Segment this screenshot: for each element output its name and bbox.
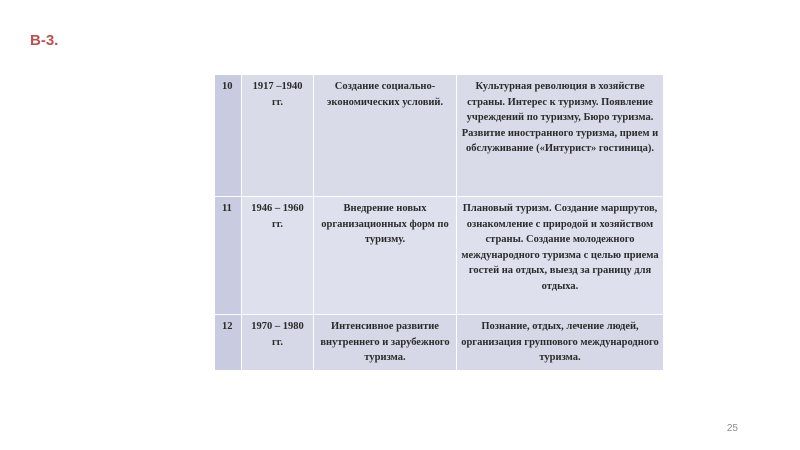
row-description: Плановый туризм. Создание маршрутов, ознакомление с природой и хозяйством страны. Создание молодежного международного туризма с целью приема гостей на отдых, выезд за границу для отдыха. — [457, 197, 664, 315]
row-number: 12 — [215, 315, 242, 371]
row-description: Познание, отдых, лечение людей, организация группового международного туризма. — [457, 315, 664, 371]
row-stage-name: Внедрение новых организационных форм по туризму. — [314, 197, 457, 315]
row-description: Культурная революция в хозяйстве страны. Интерес к туризму. Появление учреждений по туризму, Бюро туризма. Развитие иностранного туризма, прием и обслуживание («Интурист» гостиница). — [457, 75, 664, 197]
slide-label: В-3. — [30, 32, 59, 49]
row-number: 10 — [215, 75, 242, 197]
row-stage-name: Создание социально-экономических условий. — [314, 75, 457, 197]
row-stage-name: Интенсивное развитие внутреннего и зарубежного туризма. — [314, 315, 457, 371]
row-period: 1946 – 1960 гг. — [242, 197, 314, 315]
table-row — [215, 197, 664, 315]
row-period: 1970 – 1980 гг. — [242, 315, 314, 371]
page-number: 25 — [726, 423, 738, 434]
row-period: 1917 –1940 гг. — [242, 75, 314, 197]
history-table-image — [214, 74, 664, 370]
table-row — [215, 315, 664, 371]
history-table — [214, 74, 664, 370]
table-row — [215, 75, 664, 197]
row-number: 11 — [215, 197, 242, 315]
